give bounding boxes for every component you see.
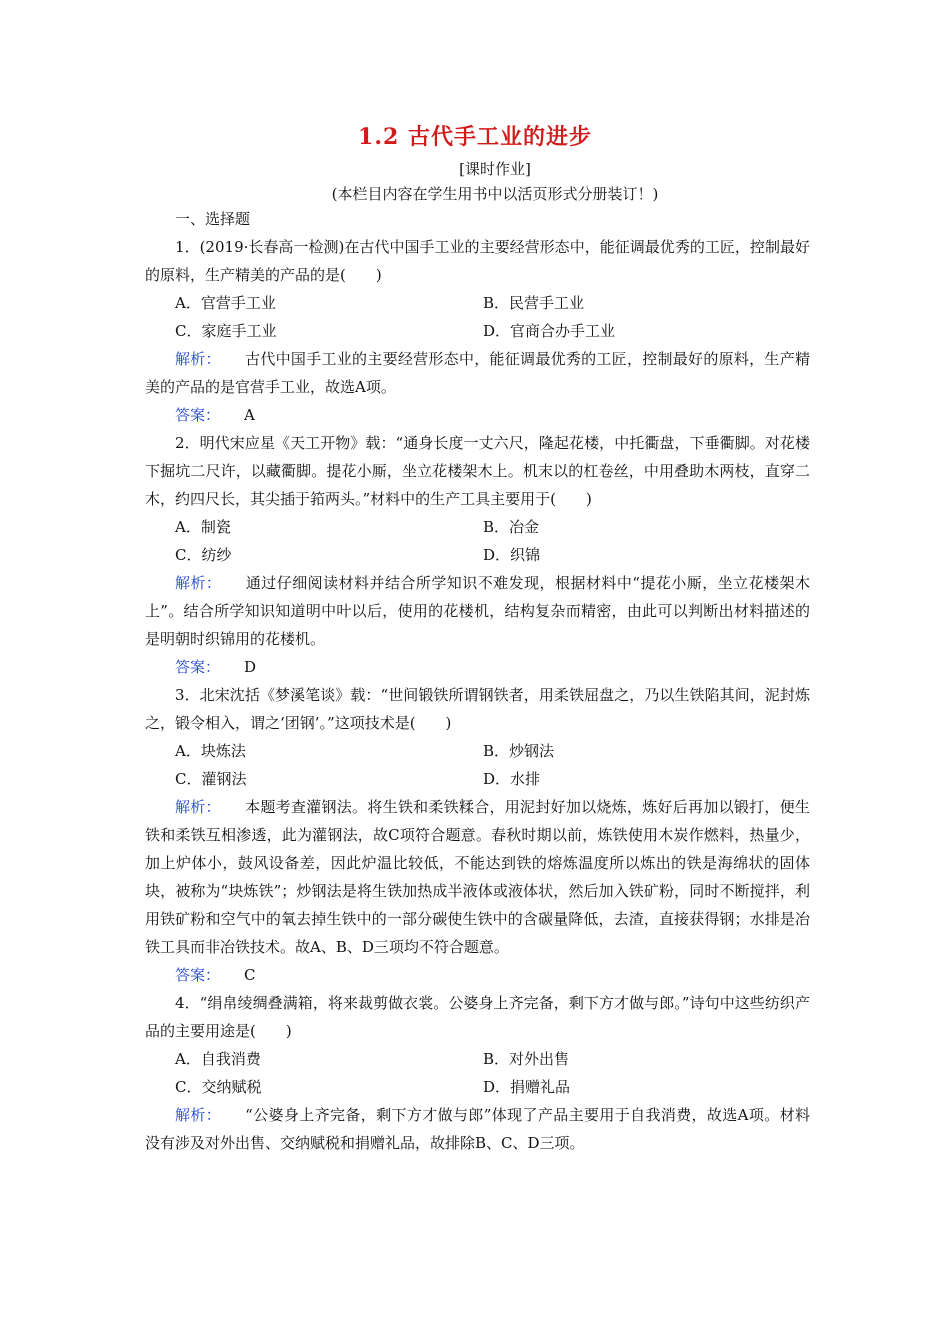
option-list — [145, 1045, 810, 1101]
option-a: A．制瓷 — [175, 518, 231, 536]
page-subtitle: [课时作业] — [459, 160, 531, 178]
option-list — [145, 737, 810, 793]
question-1 — [145, 233, 810, 429]
option-c: C．纺纱 — [175, 546, 232, 564]
answer-label: 答案： — [175, 406, 221, 424]
answer-line — [145, 961, 810, 989]
analysis-label: 解析： — [175, 1106, 222, 1124]
answer-label: 答案： — [175, 966, 221, 984]
question-stem: 2．明代宋应星《天工开物》载：“通身长度一丈六尺，隆起花楼，中托衢盘，下垂衢脚。对花楼下掘坑二尺许，以藏衢脚。提花小厮，坐立花楼架木上。机末以的杠卷丝，中用叠助木两枝，直穿二木，约四尺长，其尖插于筘两头。”材料中的生产工具主要用于( ) — [145, 434, 810, 508]
binding-note: (本栏目内容在学生用书中以活页形式分册装订！) — [331, 185, 659, 203]
section-title: 一、选择题 — [175, 210, 251, 228]
option-a: A．块炼法 — [175, 742, 246, 760]
page-title: 1.2 古代手工业的进步 — [358, 124, 592, 150]
analysis-text: “公婆身上齐完备，剩下方才做与郎”体现了产品主要用于自我消费，故选A项。材料没有涉及对外出售、交纳赋税和捐赠礼品，故排除B、C、D三项。 — [145, 1106, 810, 1152]
analysis-paragraph — [145, 569, 810, 653]
analysis-paragraph — [145, 1101, 810, 1157]
question-2 — [145, 429, 810, 681]
option-c: C．灌钢法 — [175, 770, 247, 788]
option-d: D．水排 — [483, 770, 541, 788]
answer-value: C — [244, 966, 256, 984]
answer-label: 答案： — [175, 658, 221, 676]
question-stem: 4．“绢帛绫绸叠满箱，将来裁剪做衣裳。公婆身上齐完备，剩下方才做与郎。”诗句中这些纺织产品的主要用途是( ) — [145, 994, 810, 1040]
option-d: D．织锦 — [483, 546, 541, 564]
analysis-paragraph — [145, 793, 810, 961]
analysis-label: 解析： — [175, 798, 221, 816]
option-b: B．对外出售 — [483, 1050, 570, 1068]
option-b: B．炒钢法 — [483, 742, 555, 760]
option-list — [145, 513, 810, 569]
analysis-paragraph — [145, 345, 810, 401]
analysis-label: 解析： — [175, 350, 221, 368]
option-c: C．家庭手工业 — [175, 322, 277, 340]
analysis-text: 本题考查灌钢法。将生铁和柔铁糅合，用泥封好加以烧炼，炼好后再加以锻打，便生铁和柔铁互相渗透，此为灌钢法，故C项符合题意。春秋时期以前，炼铁使用木炭作燃料，热量少，加上炉体小，鼓风设备差，因此炉温比较低，不能达到铁的熔炼温度所以炼出的铁是海绵状的固体块，被称为“块炼铁”；炒钢法是将生铁加热成半液体或液体状，然后加入铁矿粉，同时不断搅拌，利用铁矿粉和空气中的氧去掉生铁中的一部分碳使生铁中的含碳量降低，去渣，直接获得钢；水排是冶铁工具而非冶铁技术。故A、B、D三项均不符合题意。 — [145, 798, 810, 956]
question-stem: 1．(2019·长春高一检测)在古代中国手工业的主要经营形态中，能征调最优秀的工匠，控制最好的原料，生产精美的产品的是( ) — [145, 238, 810, 284]
option-d: D．捐赠礼品 — [483, 1078, 571, 1096]
answer-value: A — [244, 406, 255, 424]
option-c: C．交纳赋税 — [175, 1078, 262, 1096]
analysis-label: 解析： — [175, 574, 222, 592]
question-4 — [145, 989, 810, 1157]
answer-line — [145, 653, 810, 681]
option-a: A．官营手工业 — [175, 294, 276, 312]
analysis-text: 古代中国手工业的主要经营形态中，能征调最优秀的工匠，控制最好的原料，生产精美的产品的是官营手工业，故选A项。 — [145, 350, 810, 396]
answer-value: D — [244, 658, 257, 676]
option-b: B．民营手工业 — [483, 294, 585, 312]
answer-line — [145, 401, 810, 429]
analysis-text: 通过仔细阅读材料并结合所学知识不难发现，根据材料中“提花小厮，坐立花楼架木上”。结合所学知识知道明中叶以后，使用的花楼机，结构复杂而精密，由此可以判断出材料描述的是明朝时织锦用的花楼机。 — [145, 574, 810, 648]
document-content — [145, 205, 810, 1157]
option-a: A．自我消费 — [175, 1050, 261, 1068]
option-d: D．官商合办手工业 — [483, 322, 616, 340]
option-list — [145, 289, 810, 345]
question-3 — [145, 681, 810, 989]
question-stem: 3．北宋沈括《梦溪笔谈》载：“世间锻铁所谓钢铁者，用柔铁屈盘之，乃以生铁陷其间，泥封炼之，锻令相入，谓之‘团钢’。”这项技术是( ) — [145, 686, 810, 732]
option-b: B．冶金 — [483, 518, 540, 536]
